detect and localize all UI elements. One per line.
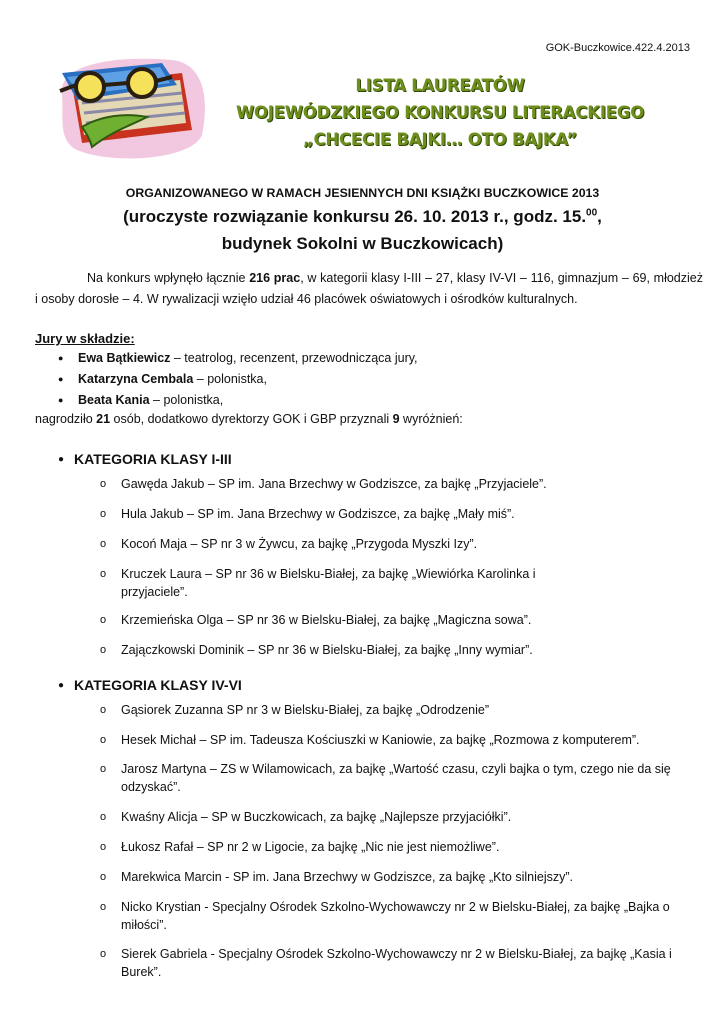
awards-summary: nagrodziło 21 osób, dodatkowo dyrektorzy GOK i GBP przyznali 9 wyróżnień: [35,412,463,426]
list-item: o Kocoń Maja – SP nr 3 w Żywcu, za bajkę „Przygoda Myszki Izy”. [100,537,478,551]
jury-heading: Jury w składzie: [35,331,135,346]
circle-bullet-icon: o [100,871,107,883]
circle-bullet-icon: o [100,734,107,746]
circle-bullet-icon: o [100,644,107,656]
circle-bullet-icon: o [100,614,107,626]
circle-bullet-icon: o [100,508,107,520]
circle-bullet-icon: o [100,811,107,823]
list-item: o Marekwica Marcin - SP im. Jana Brzechwy w Godziszce, za bajkę „Kto silniejszy”. [100,870,573,884]
list-item: o Łukosz Rafał – SP nr 2 w Ligocie, za bajkę „Nic nie jest niemożliwe”. [100,840,500,854]
list-item: o Krzemieńska Olga – SP nr 36 w Bielsku-Białej, za bajkę „Magiczna sowa”. [100,613,532,627]
list-item: o Gawęda Jakub – SP im. Jana Brzechwy w Godziszce, za bajkę „Przyjaciele”. [100,477,547,491]
circle-bullet-icon: o [100,538,107,550]
organizer-line: ORGANIZOWANEGO W RAMACH JESIENNYCH DNI KSIĄŻKI BUCZKOWICE 2013 [125,186,600,200]
list-item: o Sierek Gabriela - Specjalny Ośrodek Szkolno-Wychowawczy nr 2 w Bielsku-Białej, za bajkę „Kasia i Burek”. [100,947,672,979]
list-item: o Hesek Michał – SP im. Tadeusza Kościuszki w Kaniowie, za bajkę „Rozmowa z komputerem”. [100,733,640,747]
ceremony-line-1: (uroczyste rozwiązanie konkursu 26. 10. 2013 r., godz. 15.00, [123,207,602,226]
title-line-1: LISTA LAUREATÓW [355,76,525,95]
list-item: o Hula Jakub – SP im. Jana Brzechwy w Godziszce, za bajkę „Mały miś”. [100,507,515,521]
jury-list [58,348,418,411]
jury-member: ● Beata Kania – polonistka, [58,390,418,411]
circle-bullet-icon: o [100,901,107,913]
list-item: o Kwaśny Alicja – SP w Buczkowicach, za bajkę „Najlepsze przyjaciółki”. [100,810,512,824]
book-glasses-logo-icon [52,55,212,165]
ceremony-line-2: budynek Sokolni w Buczkowicach) [221,234,504,253]
circle-bullet-icon: o [100,478,107,490]
circle-bullet-icon: o [100,568,107,580]
title-line-2: WOJEWÓDZKIEGO KONKURSU LITERACKIEGO [235,103,645,122]
jury-member: ● Katarzyna Cembala – polonistka, [58,369,418,390]
circle-bullet-icon: o [100,948,107,960]
intro-paragraph: Na konkurs wpłynęło łącznie 216 prac, w kategorii klasy I-III – 27, klasy IV-VI – 116, gimnazjum – 69, młodzież i osoby dorosłe – 4. W rywalizacji wzięło udział 46 placówek oświatowych i ośrodków kulturalnych. [35,271,703,306]
circle-bullet-icon: o [100,763,107,775]
title-block [220,72,660,153]
category-heading-4-6: ● KATEGORIA KLASY IV-VI [58,677,242,693]
list-item: o Gąsiorek Zuzanna SP nr 3 w Bielsku-Białej, za bajkę „Odrodzenie” [100,703,489,717]
list-item: o Kruczek Laura – SP nr 36 w Bielsku-Białej, za bajkę „Wiewiórka Karolinka i przyjaciele”. [100,567,536,599]
jury-member: ● Ewa Bątkiewicz – teatrolog, recenzent, przewodnicząca jury, [58,348,418,369]
list-item: o Jarosz Martyna – ZS w Wilamowicach, za bajkę „Wartość czasu, czyli bajka o tym, czego nie da się odzyskać”. [100,762,671,794]
document-reference: GOK-Buczkowice.422.4.2013 [545,42,690,54]
list-item: o Nicko Krystian - Specjalny Ośrodek Szkolno-Wychowawczy nr 2 w Bielsku-Białej, za bajkę „Bajka o miłości”. [100,900,670,932]
circle-bullet-icon: o [100,704,107,716]
title-line-3: „CHCECIE BAJKI… OTO BAJKA” [302,130,578,149]
circle-bullet-icon: o [100,841,107,853]
category-heading-1-3: ● KATEGORIA KLASY I-III [58,451,232,467]
list-item: o Zajączkowski Dominik – SP nr 36 w Bielsku-Białej, za bajkę „Inny wymiar”. [100,643,533,657]
